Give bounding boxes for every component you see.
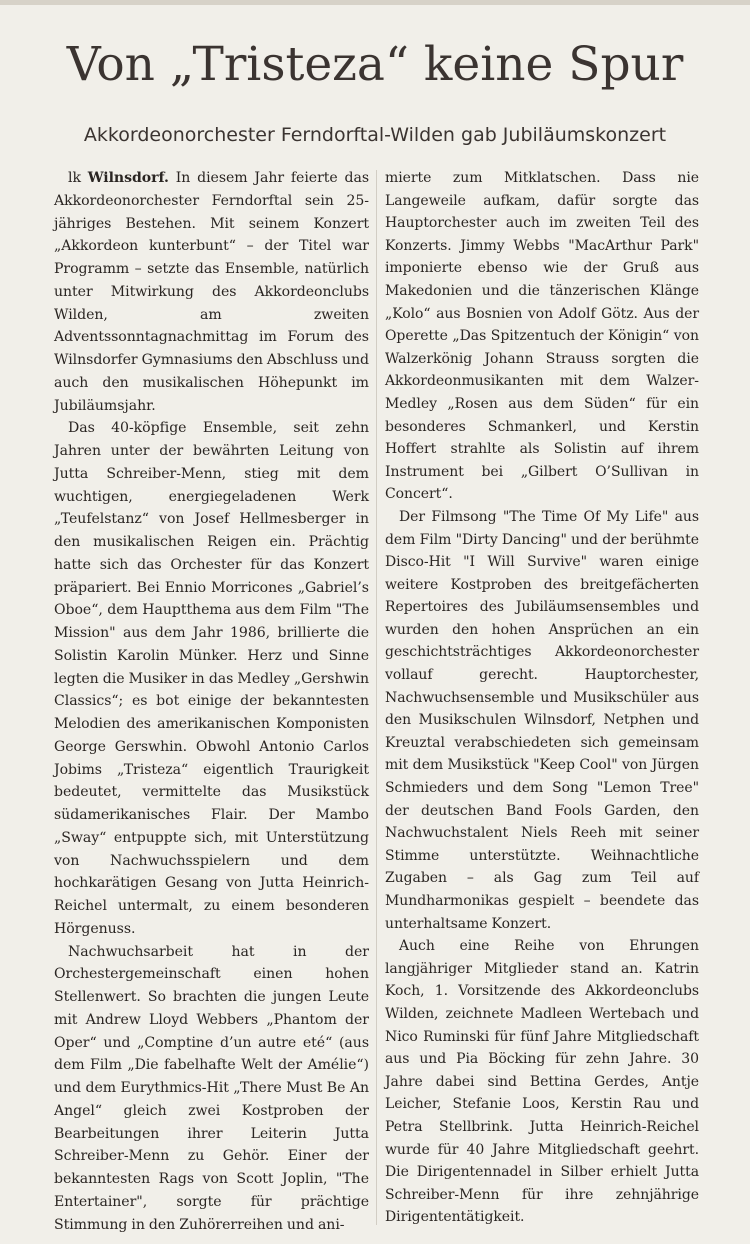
subheadline: Akkordeonorchester Ferndorftal-Wilden gab Jubiläumskonzert bbox=[83, 124, 667, 146]
article-column-left bbox=[54, 167, 369, 1236]
paragraph-nachwuchs: Nachwuchsarbeit hat in der Orchestergemeinschaft einen hohen Stellenwert. So brachten die jungen Leute mit Andrew Lloyd Webbers „Phantom der Oper“ und „Comptine d’un autre eté“ (aus dem Film „Die fabelhafte Welt der Amélie“) und dem Eurythmics-Hit „There Must Be An Angel“ gleich zwei Kostproben der Bearbeitungen ihrer Leiterin Jutta Schreiber-Menn zu Gehör. Einer der bekanntesten Rags von Scott Joplin, "The Entertainer", sorgte für prächtige Stimmung in den Zuhörerreihen und ani- bbox=[54, 943, 369, 1233]
dateline: Wilnsdorf. bbox=[87, 170, 169, 186]
column-divider bbox=[376, 170, 377, 1225]
paragraph-ehrungen: Auch eine Reihe von Ehrungen langjähriger Mitglieder stand an. Katrin Koch, 1. Vorsitzende des Akkordeonclubs Wilden, zeichnete Madleen Wertebach und Nico Ruminski für fünf Jahre Mitgliedschaft aus und Pia Böcking für zehn Jahre. 30 Jahre dabei sind Bettina Gerdes, Antje Leicher, Stefanie Loos, Kerstin Rau und Petra Stellbrink. Jutta Heinrich-Reichel wurde für 40 Jahre Mitgliedschaft geehrt. Die Dirigentennadel in Silber erhielt Jutta Schreiber-Menn für ihre zehnjährige Dirigententätigkeit. bbox=[385, 938, 699, 1226]
headline: Von „Tristeza“ keine Spur bbox=[66, 37, 684, 92]
byline-prefix: lk bbox=[68, 170, 81, 186]
paragraph-filmsong: Der Filmsong "The Time Of My Life" aus dem Film "Dirty Dancing" und der berühmte Disco-Hit "I Will Survive" waren einige weitere Kostproben des breitgefächerten Repertoires des Jubiläumsensembles und wurden den hohen Ansprüchen an ein geschichtsträchtiges Akkordeonorchester vollauf gerecht. Hauptorchester, Nachwuchsensemble und Musikschüler aus den Musikschulen Wilnsdorf, Netphen und Kreuztal verabschiedeten sich gemeinsam mit dem Musikstück "Keep Cool" von Jürgen Schmieders und dem Song "Lemon Tree" der deutschen Band Fools Garden, den Nachwuchstalent Niels Reeh mit seiner Stimme unterstützte. Weihnachtliche Zugaben – als Gag zum Teil auf Mundharmonikas gespielt – beendete das unterhaltsame Konzert. bbox=[385, 508, 699, 932]
article-column-right bbox=[385, 167, 699, 1229]
paragraph-continuation: mierte zum Mitklatschen. Dass nie Langeweile aufkam, dafür sorgte das Hauptorchester auch im zweiten Teil des Konzerts. Jimmy Webbs "MacArthur Park" imponierte ebenso wie der Gruß aus Makedonien und die tänzerischen Klänge „Kolo“ aus Bosnien von Adolf Götz. Aus der Operette „Das Spitzentuch der Königin“ von Walzerkönig Johann Strauss sorgten die Akkordeonmusikanten mit dem Walzer-Medley „Rosen aus dem Süden“ für ein besonderes Schmankerl, und Kerstin Hoffert strahlte als Solistin auf ihrem Instrument bei „Gilbert O’Sullivan in Concert“. bbox=[385, 170, 699, 503]
page-top-edge bbox=[0, 0, 750, 5]
paragraph-ensemble: Das 40-köpfige Ensemble, seit zehn Jahren unter der bewährten Leitung von Jutta Schreiber-Menn, stieg mit dem wuchtigen, energiegeladenen Werk „Teufelstanz“ von Josef Hellmesberger in den musikalischen Reigen ein. Prächtig hatte sich das Orchester für das Konzert präpariert. Bei Ennio Morricones „Gabriel’s Oboe“, dem Hauptthema aus dem Film "The Mission" aus dem Jahr 1986, brillierte die Solistin Karolin Münker. Herz und Sinne legten die Musiker in das Medley „Gershwin Classics“; es bot einige der bekanntesten Melodien des amerikanischen Komponisten George Gerswhin. Obwohl Antonio Carlos Jobims „Tristeza“ eigentlich Traurigkeit bedeutet, vermittelte das Musikstück südamerikanisches Flair. Der Mambo „Sway“ entpuppte sich, mit Unterstützung von Nachwuchsspielern und dem hochkarätigen Gesang von Jutta Heinrich-Reichel untermalt, zu einem besonderen Hörgenuss. bbox=[54, 420, 369, 937]
paragraph-intro bbox=[54, 167, 369, 417]
paragraph-intro-text: In diesem Jahr feierte das Akkordeonorchester Ferndorftal sein 25-jähriges Bestehen. Mit seinem Konzert „Akkordeon kunterbunt“ – der Titel war Programm – setzte das Ensemble, natürlich unter Mitwirkung des Akkordeonclubs Wilden, am zweiten Adventssonntagnachmittag im Forum des Wilnsdorfer Gymnasiums den Abschluss und auch den musikalischen Höhepunkt im Jubiläumsjahr. bbox=[54, 170, 370, 414]
